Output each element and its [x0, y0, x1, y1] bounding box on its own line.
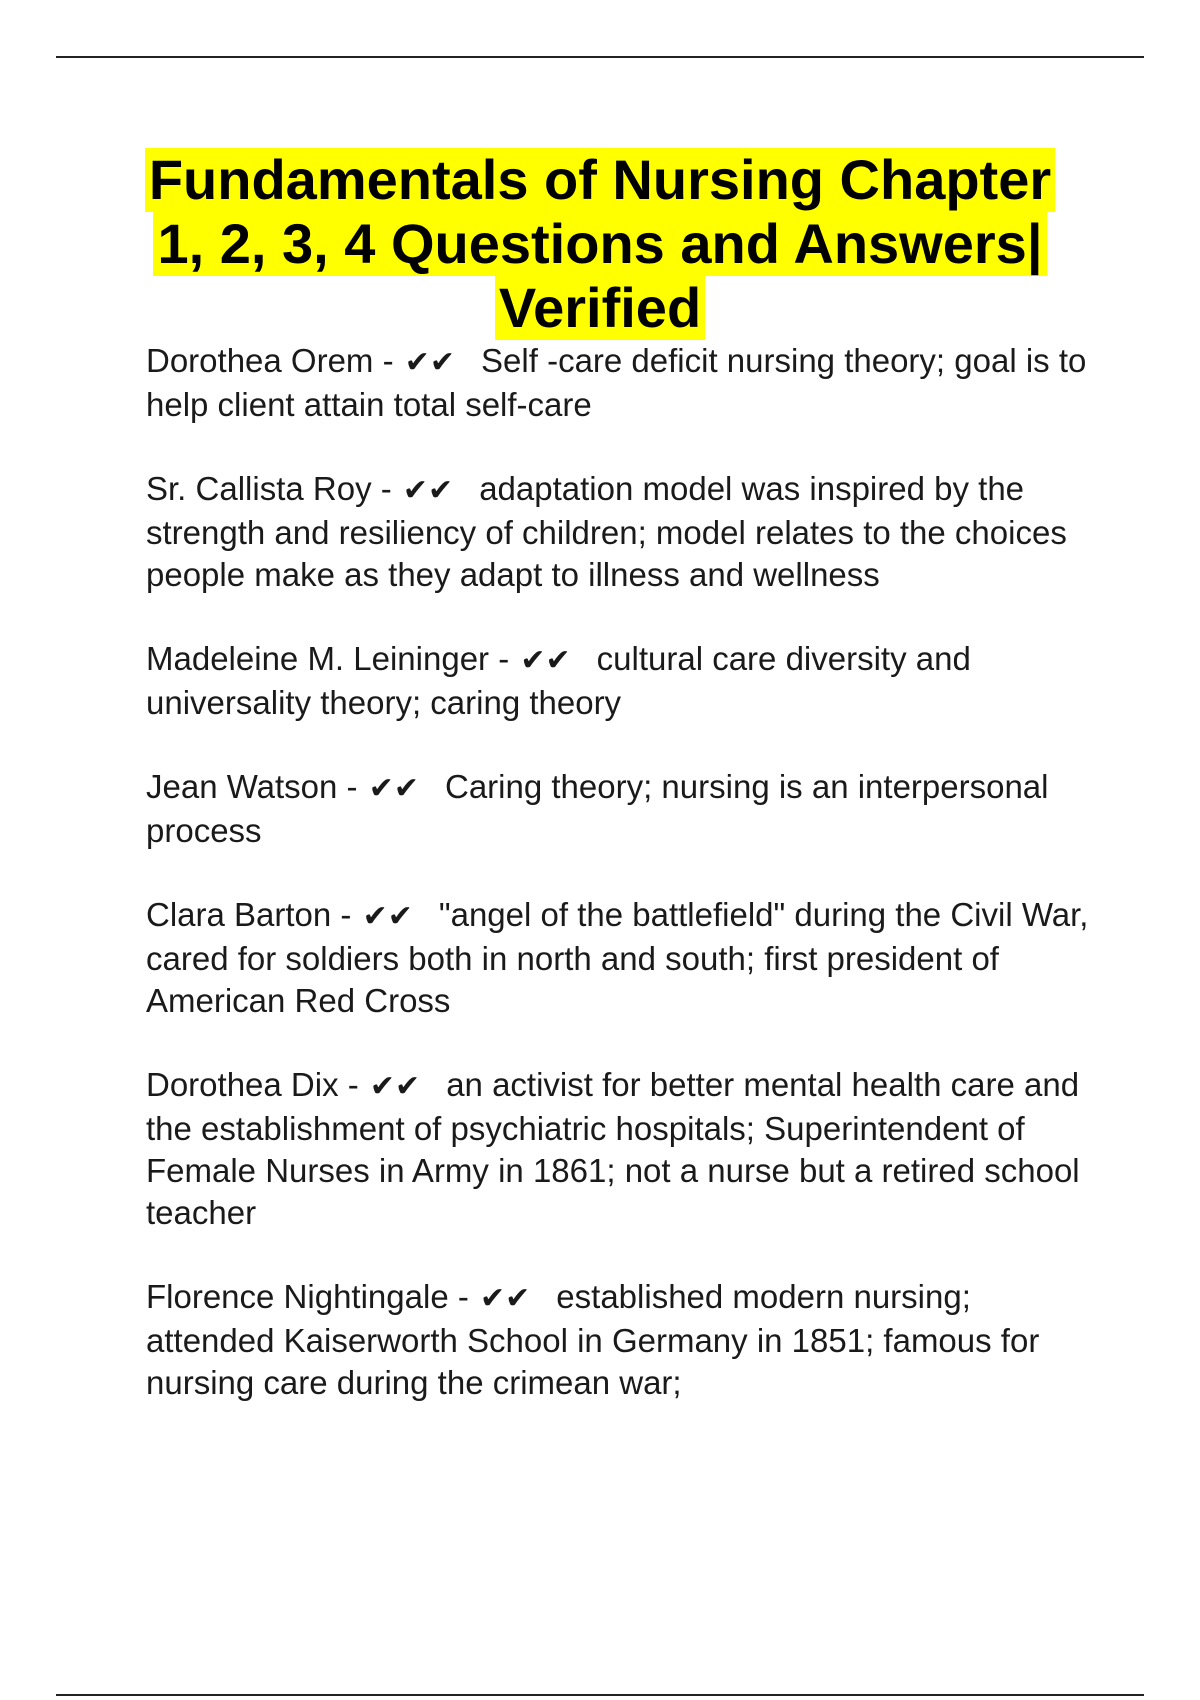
entry-definition: established modern nursing; attended Kaiserworth School in Germany in 1851; famous for nursing care during the crimean war; — [146, 1278, 1040, 1401]
entry-definition: "angel of the battlefield" during the Civil War, cared for soldiers both in north and south; first president of American Red Cross — [146, 896, 1089, 1019]
qa-entry — [146, 638, 1106, 724]
entry-term: Dorothea Dix - — [146, 1066, 359, 1103]
bottom-rule — [56, 1694, 1144, 1696]
entry-term: Clara Barton - — [146, 896, 352, 933]
entry-term: Sr. Callista Roy - — [146, 470, 392, 507]
check-icon: ✔✔ — [520, 644, 571, 677]
qa-list — [146, 340, 1106, 1404]
check-icon: ✔✔ — [480, 1282, 531, 1315]
entry-term: Madeleine M. Leininger - — [146, 640, 510, 677]
entry-definition: an activist for better mental health care and the establishment of psychiatric hospitals; Superintendent of Female Nurses in Army in 1861; not a nurse but a retired school teacher — [146, 1066, 1080, 1231]
entry-definition: adaptation model was inspired by the strength and resiliency of children; model relates to the choices people make as they adapt to illness and wellness — [146, 470, 1067, 593]
qa-entry — [146, 894, 1106, 1022]
title-line-3: Verified — [495, 276, 705, 340]
top-rule — [56, 56, 1144, 58]
entry-term: Dorothea Orem - — [146, 342, 394, 379]
entry-definition: cultural care diversity and universality theory; caring theory — [146, 640, 971, 721]
document-title — [100, 148, 1100, 340]
qa-entry — [146, 1064, 1106, 1234]
entry-definition: Caring theory; nursing is an interpersonal process — [146, 768, 1049, 849]
check-icon: ✔✔ — [402, 474, 454, 507]
entry-term: Jean Watson - — [146, 768, 358, 805]
qa-entry — [146, 766, 1106, 852]
title-line-1: Fundamentals of Nursing Chapter — [145, 148, 1055, 212]
qa-entry — [146, 340, 1106, 426]
check-icon: ✔✔ — [404, 346, 456, 379]
title-line-2: 1, 2, 3, 4 Questions and Answers| — [153, 212, 1046, 276]
check-icon: ✔✔ — [368, 772, 419, 805]
check-icon: ✔✔ — [369, 1070, 421, 1103]
entry-definition: Self -care deficit nursing theory; goal is to help client attain total self-care — [146, 342, 1087, 423]
check-icon: ✔✔ — [362, 900, 413, 933]
qa-entry — [146, 468, 1106, 596]
entry-term: Florence Nightingale - — [146, 1278, 469, 1315]
qa-entry — [146, 1276, 1106, 1404]
